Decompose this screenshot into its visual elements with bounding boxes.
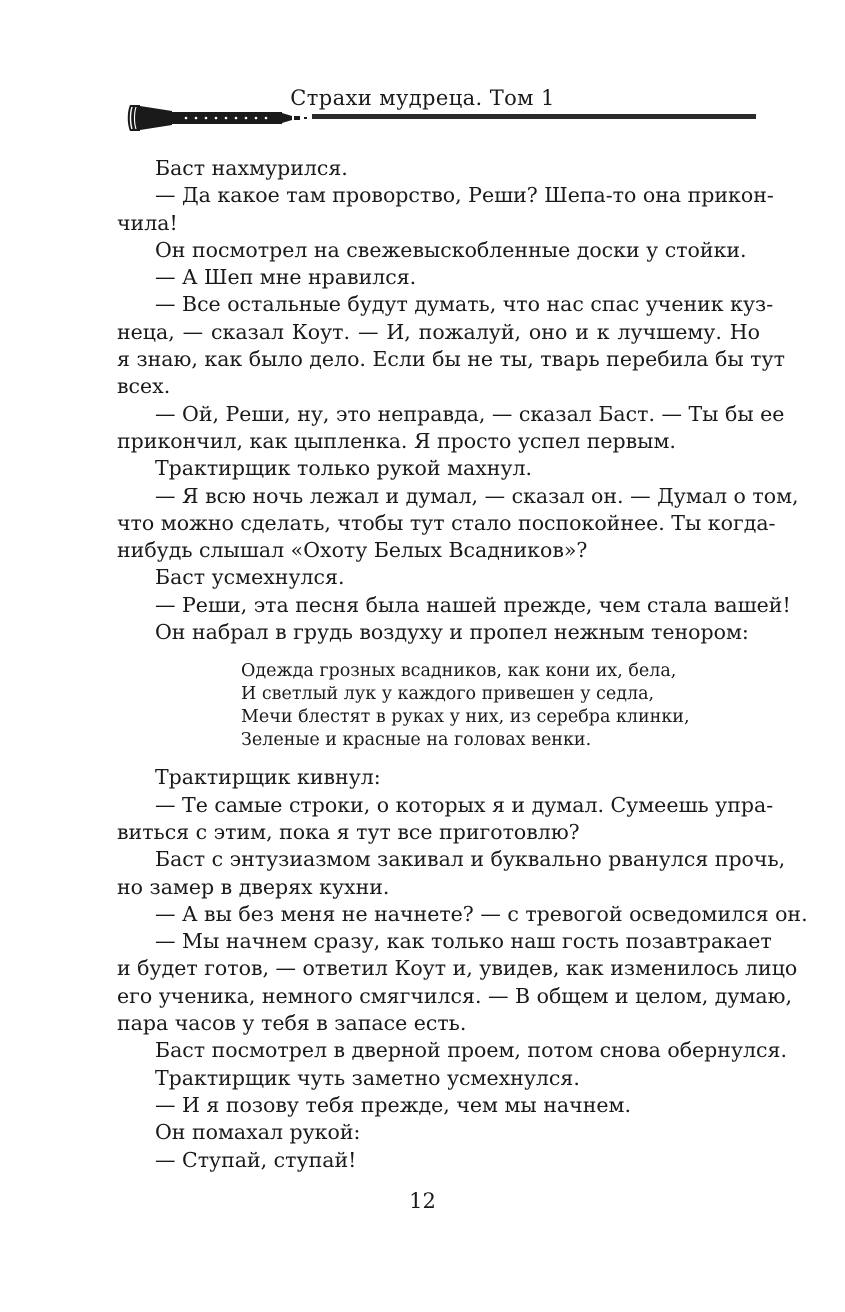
text-line: Трактирщик только рукой махнул. [155,456,533,481]
text-line: всех. [117,374,171,399]
text-line: Баст с энтузиазмом закивал и буквально рванулся прочь, [155,847,786,872]
text-line: что можно сделать, чтобы тут стало поспокойнее. Ты когда- [117,510,776,535]
verse-line: Мечи блестят в руках у них, из серебра клинки, [241,707,690,728]
text-line: и будет готов, — ответил Коут и, увидев, как изменилось лицо [117,956,798,981]
running-header-title: Страхи мудреца. Том 1 [290,86,555,110]
text-line: я знаю, как было дело. Если бы не ты, тварь перебила бы тут [117,347,785,372]
text-line: — Мы начнем сразу, как только наш гость позавтракает [155,929,772,954]
text-line: — Те самые строки, о которых я и думал. Сумеешь упра- [155,792,774,817]
text-line: но замер в дверях кухни. [117,874,390,899]
text-line: нибудь слышал «Охоту Белых Всадников»? [117,538,588,563]
verse-line: И светлый лук у каждого привешен у седла, [241,684,655,705]
text-line: Он помахал рукой: [155,1120,361,1145]
text-line: — А Шеп мне нравился. [155,265,417,290]
horn-icon [120,98,760,138]
verse-line: Зеленые и красные на головах венки. [241,730,592,751]
song-verse [117,646,760,764]
text-line: — Ой, Реши, ну, это неправда, — сказал Баст. — Ты бы ее [155,401,785,426]
verse-line: Одежда грозных всадников, как кони их, бела, [241,661,677,682]
text-line: Баст посмотрел в дверной проем, потом снова обернулся. [155,1038,787,1063]
text-line: виться с этим, пока я тут все приготовлю? [117,819,580,844]
text-line: неца, — сказал Коут. — И, пожалуй, оно и к лучшему. Но [117,319,760,344]
text-line: Баст усмехнулся. [155,565,345,590]
text-line: — И я позову тебя прежде, чем мы начнем. [155,1092,631,1117]
text-line: чила! [117,210,178,235]
text-line: — Реши, эта песня была нашей прежде, чем стала вашей! [155,592,791,617]
page-body [117,155,808,1174]
text-line: Он набрал в грудь воздуху и пропел нежным тенором: [155,620,749,645]
page-number: 12 [409,1189,436,1213]
text-line: Он посмотрел на свежевыскобленные доски у стойки. [155,237,747,262]
text-line: Баст нахмурился. [155,156,348,180]
text-line: пара часов у тебя в запасе есть. [117,1011,467,1036]
text-line: — А вы без меня не начнете? — с тревогой осведомился он. [155,901,808,926]
text-line: — Я всю ночь лежал и думал, — сказал он. — Думал о том, [155,483,799,508]
text-line: Трактирщик кивнул: [155,765,381,790]
text-line: — Все остальные будут думать, что нас спас ученик куз- [155,292,774,317]
text-line: его ученика, немного смягчился. — В общем и целом, думаю, [117,983,792,1008]
text-line: — Ступай, ступай! [155,1147,357,1172]
text-line: Трактирщик чуть заметно усмехнулся. [155,1065,580,1090]
text-line: прикончил, как цыпленка. Я просто успел первым. [117,428,676,453]
text-line: — Да какое там проворство, Реши? Шепа-то она прикон- [155,183,774,208]
